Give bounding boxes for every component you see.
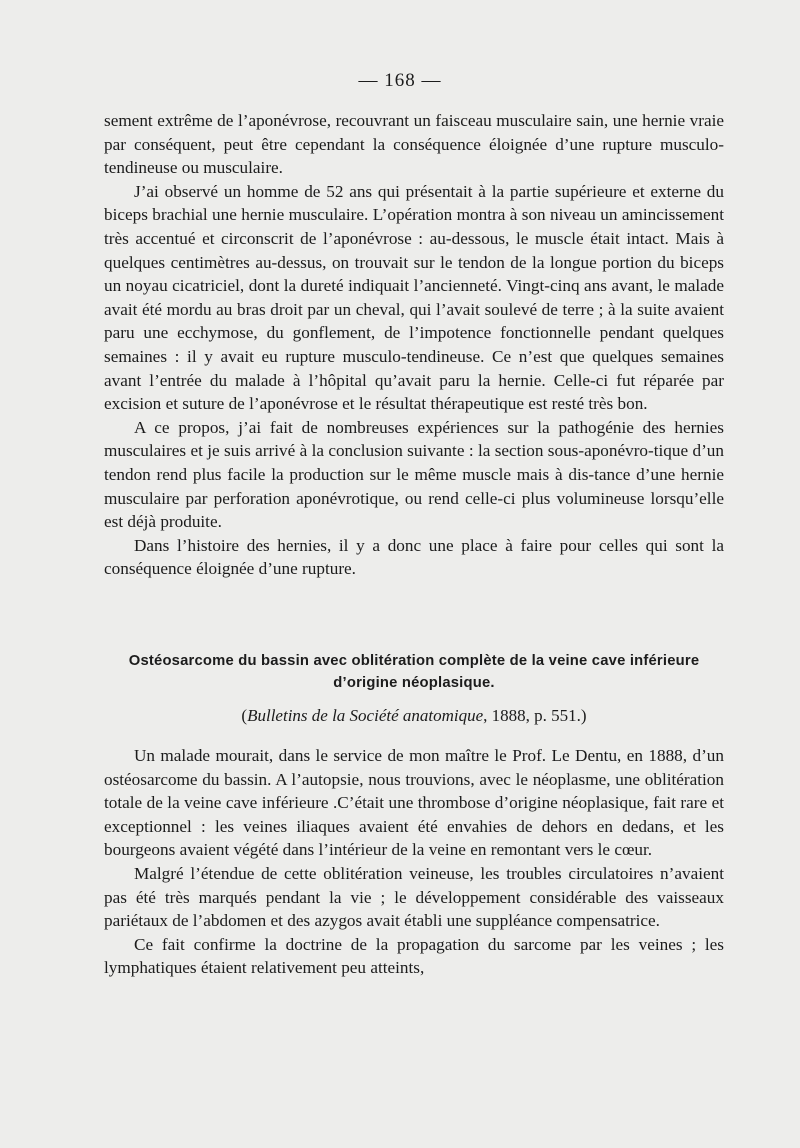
citation-details: , 1888, p. 551.) (483, 706, 587, 725)
paragraph: A ce propos, j’ai fait de nombreuses expériences sur la pathogénie des hernies musculaires et je suis arrivé à la conclusion suivante : la section sous-aponévro-tique d’un tendon rend plus facile la production sur le même muscle mais à dis-tance d’une hernie musculaire par perforation aponévrotique, ou rend celle-ci plus volumineuse lorsqu’elle est déjà produite. (104, 417, 724, 532)
citation-open-paren: ( (241, 706, 248, 725)
paragraph: Ce fait confirme la doctrine de la propagation du sarcome par les veines ; les lymphatiques étaient relativement peu atteints, (104, 934, 724, 978)
article-title-line-2: d’origine néoplasique. (333, 675, 495, 691)
paragraph: Un malade mourait, dans le service de mon maître le Prof. Le Dentu, en 1888, d’un ostéosarcome du bassin. A l’autopsie, nous trouvions, avec le néoplasme, une oblitération totale de la veine cave inférieure .C’était une thrombose d’origine néoplasique, fait rare et exceptionnel : les veines iliaques avaient été envahies de dehors en dedans, et les bourgeons avaient végété dans l’intérieur de la veine en remontant vers le cœur. (104, 746, 724, 860)
paragraph: sement extrême de l’aponévrose, recouvrant un faisceau musculaire sain, une hernie vraie par conséquent, peut être cependant la conséquence éloignée d’une rupture musculo-tendineuse ou musculaire. (104, 111, 724, 178)
section-hernie-text (104, 109, 724, 581)
page-number: — 168 — (358, 70, 442, 91)
section-osteosarcome-text (104, 744, 724, 980)
article-title (104, 650, 724, 694)
paragraph: J’ai observé un homme de 52 ans qui présentait à la partie supérieure et externe du biceps brachial une hernie musculaire. L’opération montra à son niveau un amincissement très accentué et circonscrit de l’aponévrose : au-dessous, le muscle était intact. Mais à quelques centimètres au-dessus, on trouvait sur le tendon de la longue portion du biceps un noyau cicatriciel, dont la dureté indiquait l’ancienneté. Vingt-cinq ans avant, le malade avait été mordu au bras droit par un cheval, qui l’avait soulevé de terre ; à la suite avaient paru une ecchymose, du gonflement, de l’impotence fonctionnelle pendant quelques semaines : il y avait eu rupture musculo-tendineuse. Ce n’est que quelques semaines avant l’entrée du malade à l’hôpital qu’avait paru la hernie. Celle-ci fut réparée par excision et suture de l’aponévrose et le résultat thérapeutique est resté très bon. (104, 181, 724, 414)
citation-journal: Bulletins de la Société anatomique (247, 706, 484, 725)
paragraph: Malgré l’étendue de cette oblitération veineuse, les troubles circulatoires n’avaient pas été très marqués pendant la vie ; le développement considérable des vaisseaux pariétaux de l’abdomen et des azygos avait établi une suppléance compensatrice. (104, 863, 724, 931)
article-citation (104, 705, 724, 727)
article-title-line-1: Ostéosarcome du bassin avec oblitération complète de la veine cave inférieure (128, 653, 700, 669)
paragraph: Dans l’histoire des hernies, il y a donc une place à faire pour celles qui sont la conséquence éloignée d’une rupture. (104, 535, 724, 579)
